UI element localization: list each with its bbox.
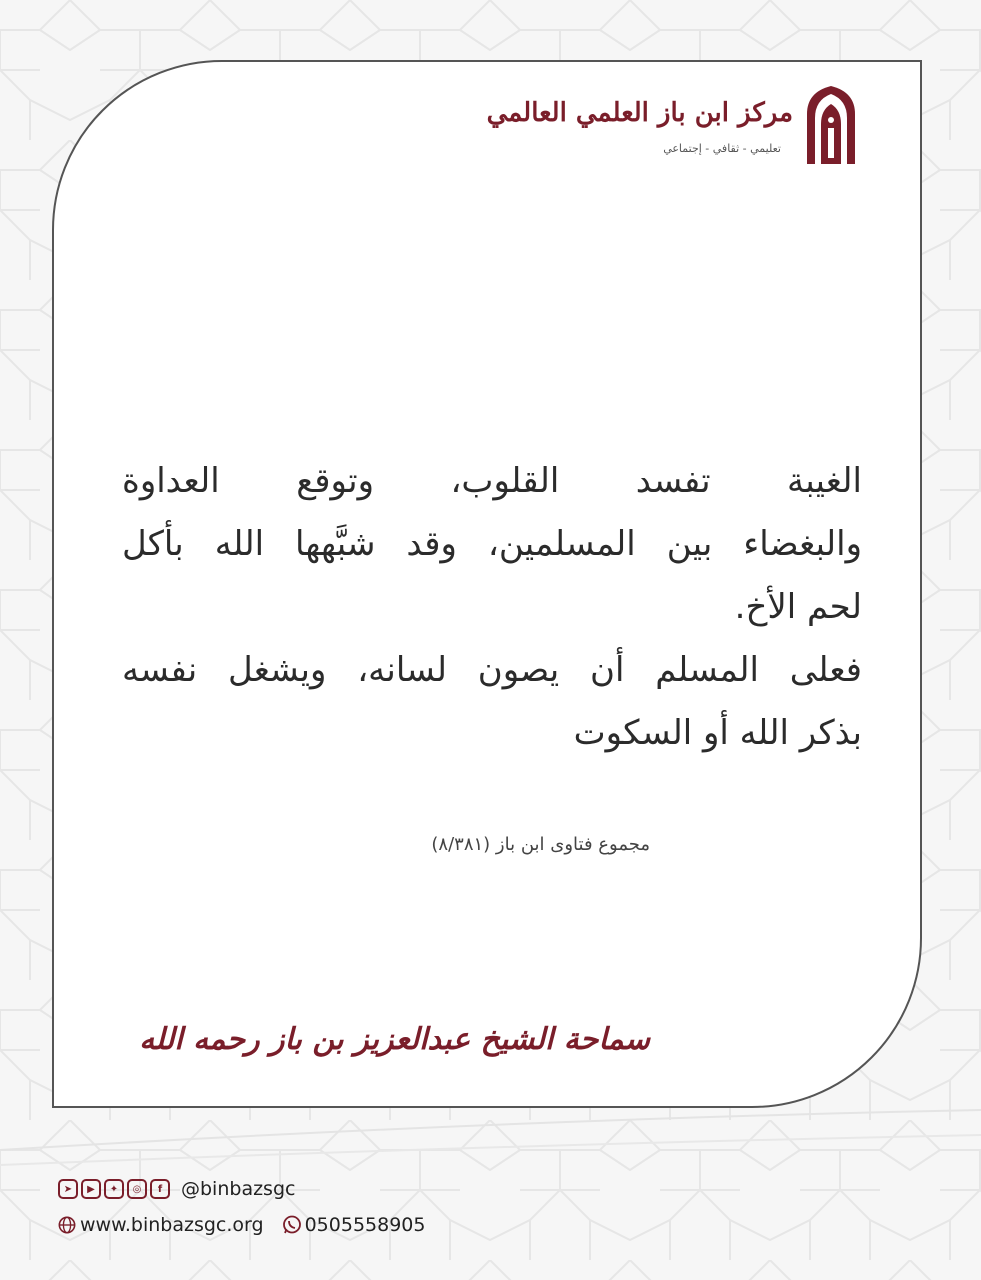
phone-number[interactable]: 0505558905 <box>304 1214 426 1236</box>
footer <box>58 1178 478 1248</box>
brand-subtitle: تعليمي - ثقافي - إجتماعي <box>663 142 781 155</box>
social-row <box>58 1178 295 1200</box>
globe-icon <box>58 1216 76 1234</box>
quote-line: الغيبة تفسد القلوب، وتوقع العداوة <box>122 461 862 501</box>
calligraphy-signature: سماحة الشيخ عبدالعزيز بن باز رحمه الله <box>139 1022 650 1057</box>
quote-line: والبغضاء بين المسلمين، وقد شبَّهها الله بأكل <box>122 524 862 564</box>
social-handle[interactable]: @binbazsgc <box>181 1178 296 1200</box>
facebook-icon[interactable]: f <box>150 1179 170 1199</box>
quote-source: مجموع فتاوى ابن باز (٨/٣٨١) <box>431 834 650 855</box>
quote-line: لحم الأخ. <box>734 587 862 627</box>
twitter-icon[interactable]: ✦ <box>104 1179 124 1199</box>
website-link[interactable]: www.binbazsgc.org <box>80 1214 264 1236</box>
quote-text <box>122 450 862 765</box>
quote-line: فعلى المسلم أن يصون لسانه، ويشغل نفسه <box>122 650 862 690</box>
instagram-icon[interactable]: ◎ <box>127 1179 147 1199</box>
brand-logo <box>486 84 861 174</box>
youtube-icon[interactable]: ▶ <box>81 1179 101 1199</box>
telegram-icon[interactable]: ➤ <box>58 1179 78 1199</box>
mosque-emblem-icon <box>801 84 861 164</box>
quote-line: بذكر الله أو السكوت <box>573 713 862 753</box>
whatsapp-icon <box>282 1215 302 1235</box>
contact-row <box>58 1214 425 1236</box>
brand-title: مركز ابن باز العلمي العالمي <box>486 98 793 128</box>
